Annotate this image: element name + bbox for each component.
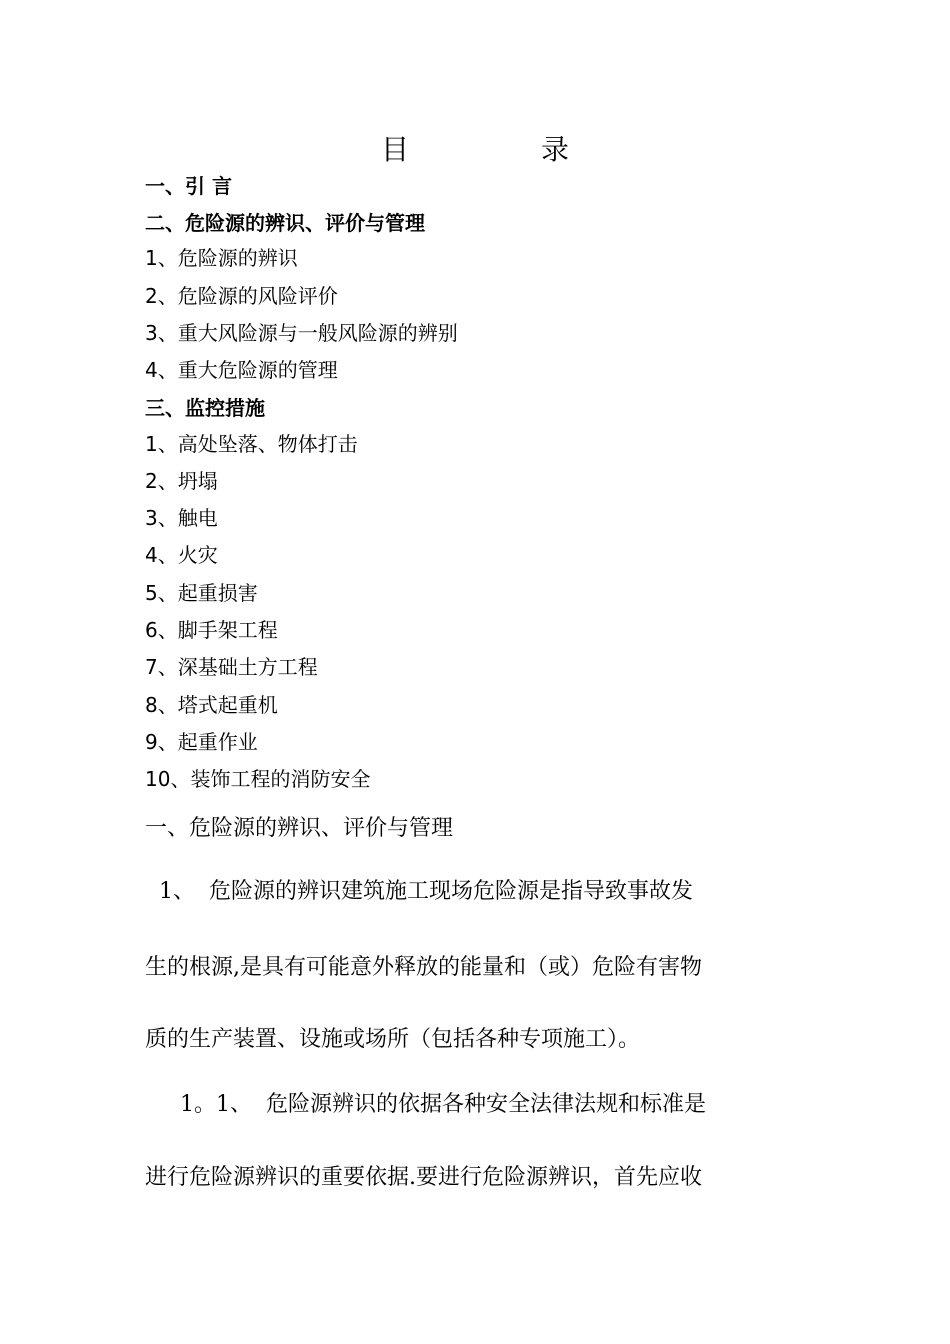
section-heading: 一、危险源的辨识、评价与管理 bbox=[145, 816, 454, 841]
toc-item: 二、危险源的辨识、评价与管理 bbox=[145, 211, 425, 235]
toc-item: 2、危险源的风险评价 bbox=[145, 284, 338, 308]
toc-item: 10、装饰工程的消防安全 bbox=[145, 767, 371, 791]
toc-item: 3、重大风险源与一般风险源的辨别 bbox=[145, 321, 458, 345]
toc-item: 6、脚手架工程 bbox=[145, 618, 278, 642]
toc-item: 3、触电 bbox=[145, 506, 218, 530]
paragraph-line: 生的根源,是具有可能意外释放的能量和（或）危险有害物 bbox=[145, 955, 702, 980]
toc-item: 4、火灾 bbox=[145, 543, 218, 567]
paragraph-line: 1、 危险源的辨识建筑施工现场危险源是指导致事故发 bbox=[145, 879, 693, 904]
paragraph-line: 进行危险源辨识的重要依据.要进行危险源辨识，首先应收 bbox=[145, 1165, 702, 1190]
paragraph-line: 1。1、 危险源辨识的依据各种安全法律法规和标准是 bbox=[145, 1092, 706, 1117]
toc-item: 7、深基础土方工程 bbox=[145, 655, 318, 679]
toc-item: 2、坍塌 bbox=[145, 469, 218, 493]
toc-item: 4、重大危险源的管理 bbox=[145, 358, 338, 382]
toc-item: 5、起重损害 bbox=[145, 581, 258, 605]
toc-title: 目 录 bbox=[380, 133, 621, 166]
toc-item: 1、高处坠落、物体打击 bbox=[145, 432, 358, 456]
toc-item: 一、引 言 bbox=[145, 174, 232, 198]
toc-item: 8、塔式起重机 bbox=[145, 693, 278, 717]
paragraph-line: 质的生产装置、设施或场所（包括各种专项施工）。 bbox=[145, 1027, 641, 1052]
toc-item: 1、危险源的辨识 bbox=[145, 246, 298, 270]
toc-item: 9、起重作业 bbox=[145, 730, 258, 754]
toc-item: 三、监控措施 bbox=[145, 396, 265, 420]
